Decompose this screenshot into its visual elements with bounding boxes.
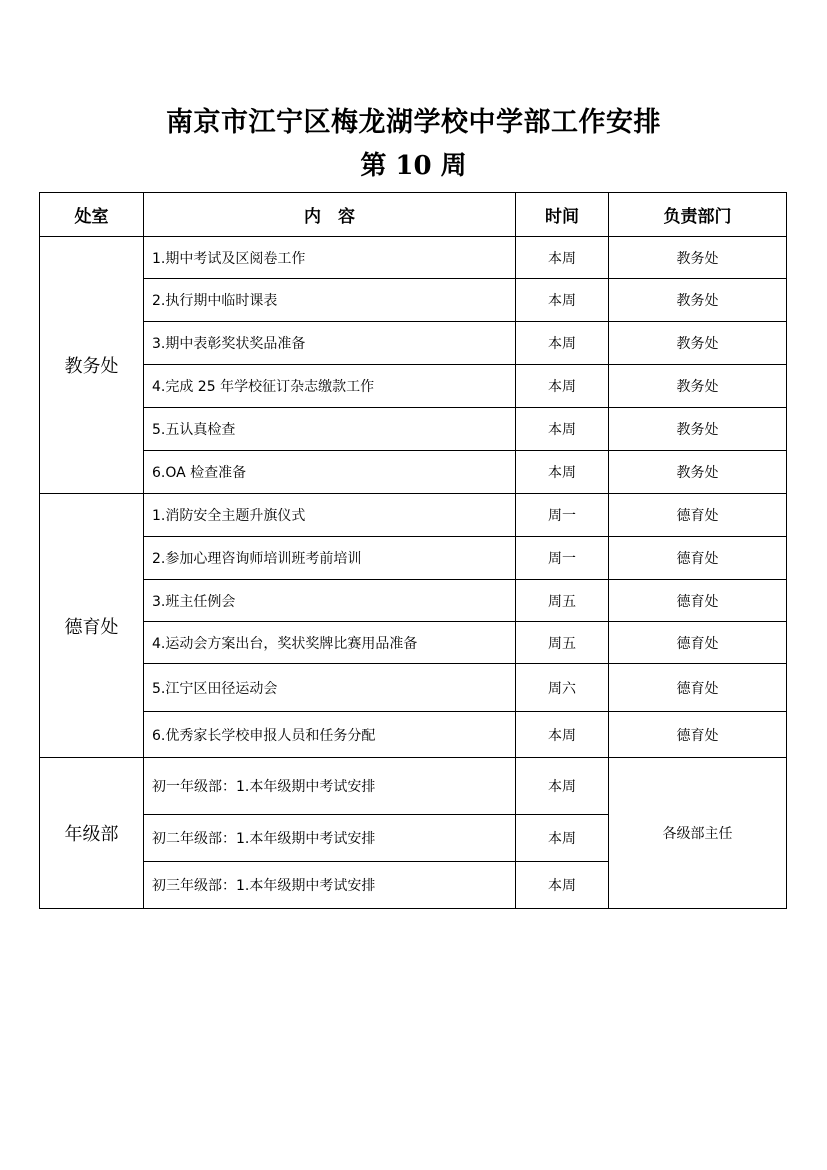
header-content: 内 容: [144, 193, 516, 237]
table-row: [40, 664, 787, 712]
content-cell: 2.执行期中临时课表: [144, 279, 516, 322]
table-row: [40, 580, 787, 622]
dept-cell: 教务处: [609, 451, 787, 494]
time-cell: 周六: [516, 664, 609, 712]
week-label: 第 10 周: [360, 151, 467, 181]
table-row: [40, 365, 787, 408]
table-row: [40, 537, 787, 580]
time-cell: 本周: [516, 862, 609, 909]
dept-cell: 教务处: [609, 365, 787, 408]
table-row: [40, 622, 787, 664]
content-cell: 1.期中考试及区阅卷工作: [144, 237, 516, 279]
dept-cell: 教务处: [609, 279, 787, 322]
content-cell: 初二年级部：1.本年级期中考试安排: [144, 815, 516, 862]
header-office: 处室: [40, 193, 144, 237]
dept-cell: 德育处: [609, 494, 787, 537]
time-cell: 本周: [516, 815, 609, 862]
table-row: [40, 279, 787, 322]
table-row: [40, 322, 787, 365]
time-cell: 周五: [516, 622, 609, 664]
content-cell: 1.消防安全主题升旗仪式: [144, 494, 516, 537]
office-cell: 德育处: [40, 494, 144, 758]
header-time: 时间: [516, 193, 609, 237]
table-row: [40, 758, 787, 815]
content-cell: 5.江宁区田径运动会: [144, 664, 516, 712]
dept-cell: 教务处: [609, 322, 787, 365]
dept-cell: 德育处: [609, 712, 787, 758]
document-title: 南京市江宁区梅龙湖学校中学部工作安排: [166, 107, 661, 138]
office-cell: 教务处: [40, 237, 144, 494]
time-cell: 本周: [516, 712, 609, 758]
content-cell: 5.五认真检查: [144, 408, 516, 451]
dept-cell: 德育处: [609, 664, 787, 712]
dept-cell: 德育处: [609, 537, 787, 580]
content-cell: 3.班主任例会: [144, 580, 516, 622]
time-cell: 本周: [516, 279, 609, 322]
time-cell: 周一: [516, 494, 609, 537]
dept-cell: 各级部主任: [609, 758, 787, 909]
content-cell: 4.完成 25 年学校征订杂志缴款工作: [144, 365, 516, 408]
content-cell: 4.运动会方案出台，奖状奖牌比赛用品准备: [144, 622, 516, 664]
time-cell: 本周: [516, 322, 609, 365]
time-cell: 周一: [516, 537, 609, 580]
content-cell: 初一年级部：1.本年级期中考试安排: [144, 758, 516, 815]
header-row: [40, 193, 787, 237]
table-row: [40, 712, 787, 758]
table-row: [40, 494, 787, 537]
time-cell: 本周: [516, 237, 609, 279]
time-cell: 本周: [516, 451, 609, 494]
header-dept: 负责部门: [609, 193, 787, 237]
dept-cell: 德育处: [609, 622, 787, 664]
content-cell: 6.OA 检查准备: [144, 451, 516, 494]
time-cell: 本周: [516, 365, 609, 408]
content-cell: 初三年级部：1.本年级期中考试安排: [144, 862, 516, 909]
table-row: [40, 237, 787, 279]
dept-cell: 教务处: [609, 408, 787, 451]
time-cell: 周五: [516, 580, 609, 622]
dept-cell: 教务处: [609, 237, 787, 279]
table-row: [40, 451, 787, 494]
table-row: [40, 408, 787, 451]
dept-cell: 德育处: [609, 580, 787, 622]
time-cell: 本周: [516, 408, 609, 451]
content-cell: 2.参加心理咨询师培训班考前培训: [144, 537, 516, 580]
office-cell: 年级部: [40, 758, 144, 909]
content-cell: 6.优秀家长学校申报人员和任务分配: [144, 712, 516, 758]
content-cell: 3.期中表彰奖状奖品准备: [144, 322, 516, 365]
schedule-table: [39, 192, 787, 909]
time-cell: 本周: [516, 758, 609, 815]
